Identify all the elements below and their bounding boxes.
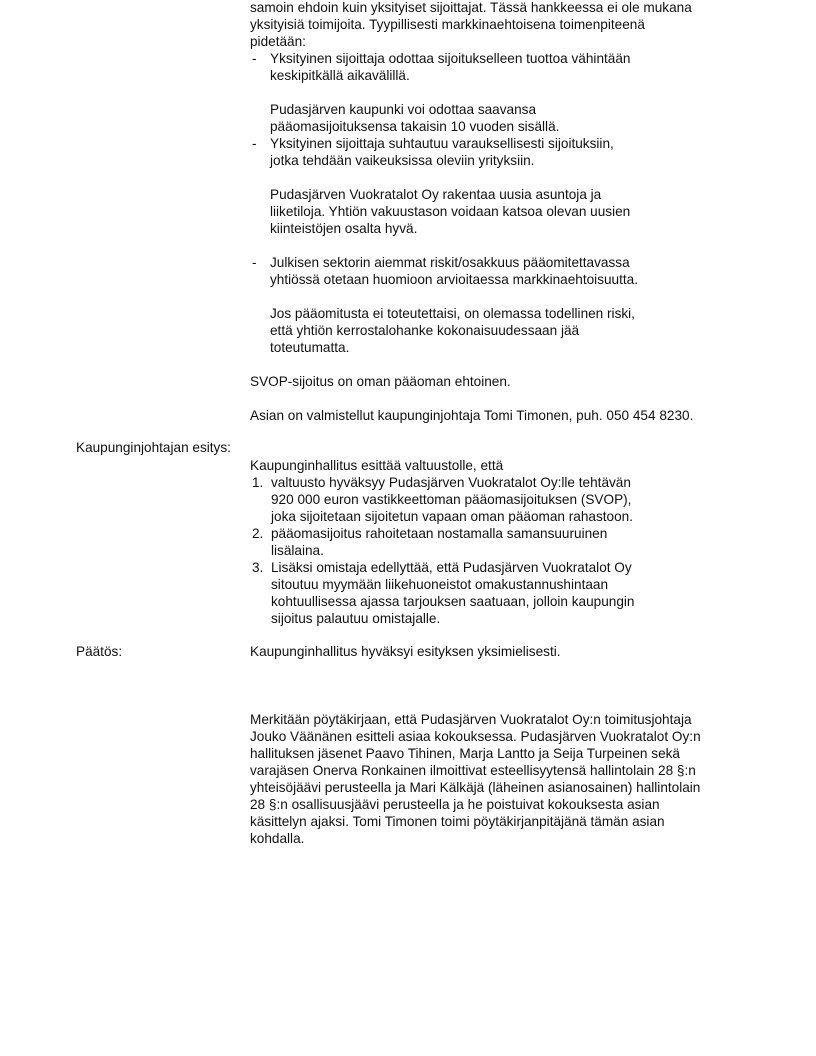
- item-line: sijoitus palautuu omistajalle.: [271, 611, 441, 626]
- proposal-item: [250, 559, 740, 627]
- item-line: valtuusto hyväksyy Pudasjärven Vuokratalot Oy:lle tehtävän: [271, 475, 631, 490]
- decision-text: Kaupunginhallitus hyväksyi esityksen yksimielisesti.: [250, 644, 561, 659]
- sub-line: Pudasjärven kaupunki voi odottaa saavansa: [270, 102, 537, 117]
- bullet-line: jotka tehdään vaikeuksissa oleviin yrityksiin.: [270, 153, 535, 168]
- decision-label: Päätös:: [76, 644, 123, 659]
- sub-line: Jos pääomitusta ei toteutettaisi, on olemassa todellinen riski,: [270, 306, 635, 321]
- bullet-line: keskipitkällä aikavälillä.: [270, 68, 410, 83]
- intro-line: pidetään:: [250, 34, 306, 49]
- minutes-line: käsittelyn ajaksi. Tomi Timonen toimi pöytäkirjanpitäjänä tämän asian: [250, 814, 665, 829]
- minutes-line: yhteisöjäävi perusteella ja Mari Kälkäjä (läheinen asianosainen) hallintolain: [250, 780, 701, 795]
- proposal-intro: Kaupunginhallitus esittää valtuustolle, että: [250, 458, 504, 473]
- bullet-item: [250, 254, 740, 288]
- item-line: lisälaina.: [271, 543, 324, 558]
- bullet-line: Yksityinen sijoittaja odottaa sijoitukselleen tuottoa vähintään: [270, 51, 631, 66]
- item-line: pääomasijoitus rahoitetaan nostamalla samansuuruinen: [271, 526, 608, 541]
- item-number: 1.: [252, 475, 264, 490]
- item-line: joka sijoitetaan sijoitetun vapaan oman pääoman rahastoon.: [271, 509, 633, 524]
- item-number: 2.: [252, 526, 264, 541]
- bullet-subparagraph: [250, 101, 740, 135]
- minutes-line: 28 §:n osallisuusjäävi perusteella ja he poistuivat kokouksesta asian: [250, 797, 660, 812]
- bullet-item: [250, 50, 740, 84]
- item-line: sitoutuu myymään liikehuoneistot omakustannushintaan: [271, 577, 609, 592]
- proposal-item: [250, 474, 740, 525]
- minutes-line: hallituksen jäsenet Paavo Tihinen, Marja Lantto ja Seija Turpeinen sekä: [250, 746, 680, 761]
- bullet-item: [250, 135, 740, 169]
- svop-note: SVOP-sijoitus on oman pääoman ehtoinen.: [250, 374, 511, 389]
- bullet-marker: -: [252, 51, 257, 66]
- sub-line: pääomasijoituksensa takaisin 10 vuoden sisällä.: [270, 119, 560, 134]
- sub-line: liiketiloja. Yhtiön vakuustason voidaan katsoa olevan uusien: [270, 204, 631, 219]
- item-line: kohtuullisessa ajassa tarjouksen saatuaan, jolloin kaupungin: [271, 594, 635, 609]
- minutes-paragraph: [250, 711, 740, 847]
- intro-line: yksityisiä toimijoita. Tyypillisesti markkinaehtoisena toimenpiteenä: [250, 17, 645, 32]
- bullet-marker: -: [252, 255, 257, 270]
- intro-paragraph: [250, 0, 740, 424]
- sub-line: toteutumatta.: [270, 340, 350, 355]
- item-line: Lisäksi omistaja edellyttää, että Pudasjärven Vuokratalot Oy: [271, 560, 632, 575]
- minutes-line: Jouko Väänänen esitteli asiaa kokouksessa. Pudasjärven Vuokratalot Oy:n: [250, 729, 701, 744]
- minutes-line: kohdalla.: [250, 831, 305, 846]
- bullet-line: yhtiössä otetaan huomioon arvioitaessa markkinaehtoisuutta.: [270, 272, 639, 287]
- bullet-marker: -: [252, 136, 257, 151]
- bullet-line: Yksityinen sijoittaja suhtautuu varauksellisesti sijoituksiin,: [270, 136, 614, 151]
- preparer-note: Asian on valmistellut kaupunginjohtaja Tomi Timonen, puh. 050 454 8230.: [250, 408, 694, 423]
- bullet-subparagraph: [250, 305, 740, 356]
- proposal-body: [250, 457, 740, 627]
- bullet-subparagraph: [250, 186, 740, 237]
- minutes-line: varajäsen Onerva Ronkainen ilmoittivat esteellisyytensä hallintolain 28 §:n: [250, 763, 696, 778]
- sub-line: kiinteistöjen osalta hyvä.: [270, 221, 418, 236]
- sub-line: Pudasjärven Vuokratalot Oy rakentaa uusia asuntoja ja: [270, 187, 602, 202]
- bullet-line: Julkisen sektorin aiemmat riskit/osakkuus pääomitettavassa: [270, 255, 630, 270]
- item-number: 3.: [252, 560, 264, 575]
- proposal-label: Kaupunginjohtajan esitys:: [76, 440, 231, 455]
- proposal-item: [250, 525, 740, 559]
- minutes-line: Merkitään pöytäkirjaan, että Pudasjärven Vuokratalot Oy:n toimitusjohtaja: [250, 712, 692, 727]
- item-line: 920 000 euron vastikkeettoman pääomasijoituksen (SVOP),: [271, 492, 632, 507]
- sub-line: että yhtiön kerrostalohanke kokonaisuudessaan jää: [270, 323, 580, 338]
- intro-line: samoin ehdoin kuin yksityiset sijoittajat. Tässä hankkeessa ei ole mukana: [250, 0, 692, 15]
